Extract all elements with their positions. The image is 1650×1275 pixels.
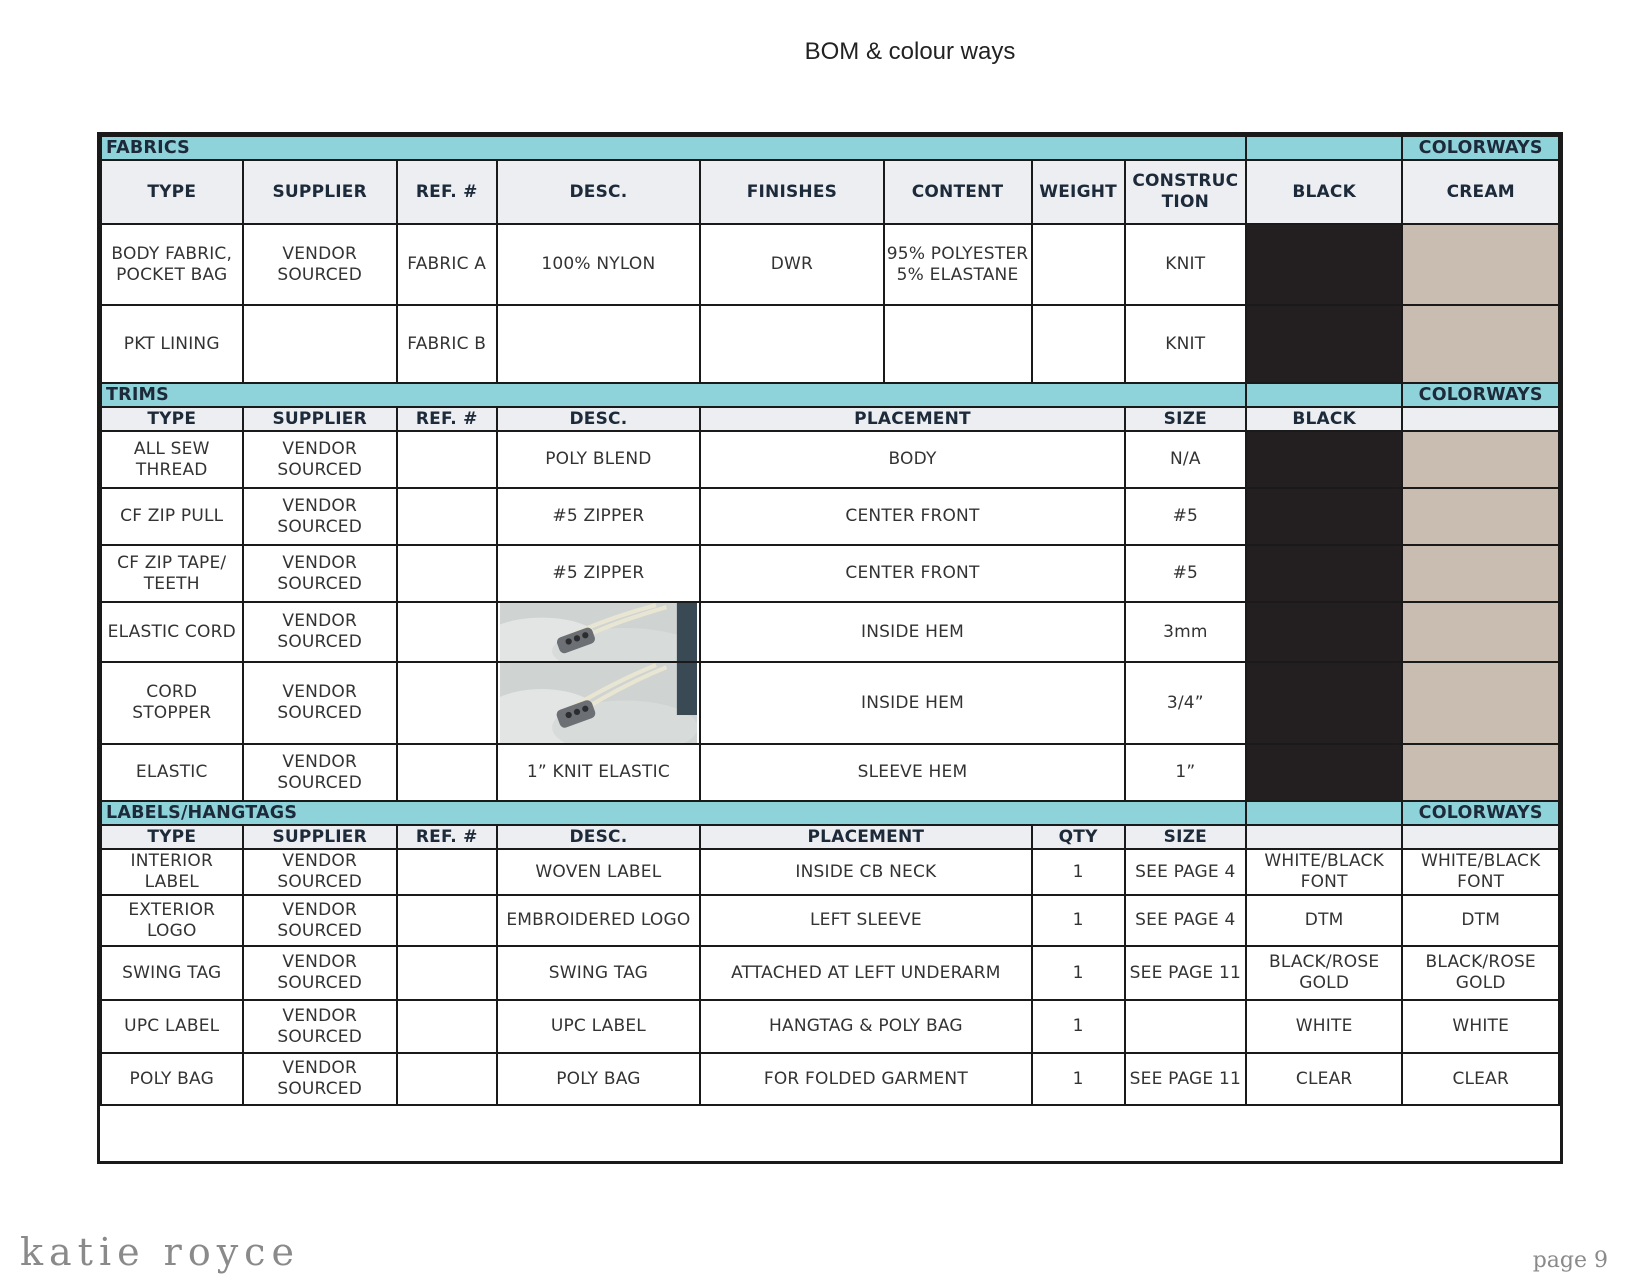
table-row (101, 1053, 1559, 1105)
cell-type: CF ZIP TAPE/ TEETH (101, 545, 243, 602)
cell-type: UPC LABEL (101, 1000, 243, 1053)
fabrics-header-cell: FINISHES (700, 160, 883, 224)
cell-cream: WHITE (1402, 1000, 1559, 1053)
cell-size: #5 (1125, 545, 1246, 602)
table-row (101, 849, 1559, 895)
cell-qty: 1 (1032, 849, 1125, 895)
trims-section-blank (1246, 383, 1403, 407)
cell-qty: 1 (1032, 946, 1125, 1000)
cell-size: SEE PAGE 4 (1125, 895, 1246, 946)
cell-cream: CLEAR (1402, 1053, 1559, 1105)
cell-type: ALL SEW THREAD (101, 431, 243, 488)
cell-desc: SWING TAG (497, 946, 701, 1000)
table-row (101, 895, 1559, 946)
cell-placement: INSIDE HEM (700, 602, 1125, 662)
trims-header-cell: SUPPLIER (243, 407, 397, 431)
cell-desc (497, 305, 701, 383)
black-swatch (1246, 224, 1403, 305)
fabrics-header-cell: BLACK (1246, 160, 1403, 224)
cell-size: SEE PAGE 11 (1125, 946, 1246, 1000)
cell-ref (397, 662, 497, 744)
cell-cream: DTM (1402, 895, 1559, 946)
bom-table-wrapper (97, 132, 1563, 1164)
trims-header-cell: TYPE (101, 407, 243, 431)
cell-placement: CENTER FRONT (700, 488, 1125, 545)
cream-swatch (1402, 431, 1559, 488)
cell-supplier: VENDOR SOURCED (243, 662, 397, 744)
cell-size: #5 (1125, 488, 1246, 545)
cell-ref: FABRIC B (397, 305, 497, 383)
fabrics-header-cell: CONTENT (884, 160, 1032, 224)
cell-finishes (700, 305, 883, 383)
cell-size: 3mm (1125, 602, 1246, 662)
cell-supplier: VENDOR SOURCED (243, 431, 397, 488)
labels-header-cell (1246, 825, 1403, 849)
black-swatch (1246, 545, 1403, 602)
cell-ref (397, 602, 497, 662)
cell-size: SEE PAGE 4 (1125, 849, 1246, 895)
trims-header-cell: SIZE (1125, 407, 1246, 431)
cell-black: DTM (1246, 895, 1403, 946)
cell-desc: EMBROIDERED LOGO (497, 895, 701, 946)
cell-placement: LEFT SLEEVE (700, 895, 1031, 946)
fabrics-section-label: FABRICS (101, 136, 1246, 160)
cell-ref (397, 849, 497, 895)
cell-supplier (243, 305, 397, 383)
cell-supplier: VENDOR SOURCED (243, 849, 397, 895)
cell-black: WHITE (1246, 1000, 1403, 1053)
cell-size (1125, 1000, 1246, 1053)
cell-ref (397, 1053, 497, 1105)
cell-desc: WOVEN LABEL (497, 849, 701, 895)
cord-stopper-photo (497, 602, 701, 662)
cell-supplier: VENDOR SOURCED (243, 946, 397, 1000)
cell-placement: INSIDE CB NECK (700, 849, 1031, 895)
cell-qty: 1 (1032, 1000, 1125, 1053)
trims-header-cell (1402, 407, 1559, 431)
fabrics-header-cell: WEIGHT (1032, 160, 1125, 224)
cell-type: BODY FABRIC, POCKET BAG (101, 224, 243, 305)
fabrics-header-cell: CREAM (1402, 160, 1559, 224)
cell-type: CF ZIP PULL (101, 488, 243, 545)
cell-ref (397, 744, 497, 801)
fabrics-section-blank (1246, 136, 1403, 160)
trims-header-cell: DESC. (497, 407, 701, 431)
table-row (101, 662, 1559, 744)
cell-ref (397, 545, 497, 602)
labels-header-cell: DESC. (497, 825, 701, 849)
cell-size: SEE PAGE 11 (1125, 1053, 1246, 1105)
cell-supplier: VENDOR SOURCED (243, 895, 397, 946)
labels-section-label: LABELS/HANGTAGS (101, 801, 1246, 825)
cord-stopper-image (500, 663, 698, 743)
labels-header-cell (1402, 825, 1559, 849)
cell-supplier: VENDOR SOURCED (243, 602, 397, 662)
cell-placement: BODY (700, 431, 1125, 488)
cell-placement: SLEEVE HEM (700, 744, 1125, 801)
table-row (101, 1000, 1559, 1053)
cell-construction: KNIT (1125, 224, 1246, 305)
cream-swatch (1402, 224, 1559, 305)
black-swatch (1246, 744, 1403, 801)
cream-swatch (1402, 662, 1559, 744)
cord-stopper-image (500, 603, 698, 661)
cell-black: BLACK/ROSE GOLD (1246, 946, 1403, 1000)
fabrics-header-cell: DESC. (497, 160, 701, 224)
cell-placement: INSIDE HEM (700, 662, 1125, 744)
fabrics-header-cell: SUPPLIER (243, 160, 397, 224)
cell-placement: ATTACHED AT LEFT UNDERARM (700, 946, 1031, 1000)
cell-weight (1032, 305, 1125, 383)
cream-swatch (1402, 488, 1559, 545)
table-row (101, 488, 1559, 545)
table-row (101, 602, 1559, 662)
cell-cream: WHITE/BLACK FONT (1402, 849, 1559, 895)
table-row (101, 224, 1559, 305)
fabrics-header-cell: REF. # (397, 160, 497, 224)
cell-desc: #5 ZIPPER (497, 488, 701, 545)
fabrics-header-row (101, 160, 1559, 224)
fabrics-header-cell: CONSTRUC TION (1125, 160, 1246, 224)
cell-ref (397, 1000, 497, 1053)
labels-section-row (101, 801, 1559, 825)
trims-header-cell: REF. # (397, 407, 497, 431)
cell-type: EXTERIOR LOGO (101, 895, 243, 946)
trims-section-label: TRIMS (101, 383, 1246, 407)
cord-stopper-photo (497, 662, 701, 744)
black-swatch (1246, 305, 1403, 383)
black-swatch (1246, 431, 1403, 488)
cell-supplier: VENDOR SOURCED (243, 224, 397, 305)
table-row (101, 946, 1559, 1000)
cream-swatch (1402, 602, 1559, 662)
cell-supplier: VENDOR SOURCED (243, 488, 397, 545)
trims-header-cell: BLACK (1246, 407, 1403, 431)
cell-ref (397, 431, 497, 488)
labels-header-cell: SUPPLIER (243, 825, 397, 849)
cell-type: ELASTIC (101, 744, 243, 801)
brand-logo: katie royce (20, 1230, 300, 1274)
cell-supplier: VENDOR SOURCED (243, 1053, 397, 1105)
fabrics-section-row (101, 136, 1559, 160)
page-number: page 9 (1532, 1248, 1608, 1273)
cell-qty: 1 (1032, 895, 1125, 946)
cell-desc: 1” KNIT ELASTIC (497, 744, 701, 801)
cell-supplier: VENDOR SOURCED (243, 1000, 397, 1053)
bom-table (100, 135, 1560, 1106)
cell-finishes: DWR (700, 224, 883, 305)
cell-ref: FABRIC A (397, 224, 497, 305)
cell-type: CORD STOPPER (101, 662, 243, 744)
labels-section-blank (1246, 801, 1403, 825)
cell-size: 3/4” (1125, 662, 1246, 744)
cell-qty: 1 (1032, 1053, 1125, 1105)
cell-desc: POLY BLEND (497, 431, 701, 488)
trims-header-cell: PLACEMENT (700, 407, 1125, 431)
cell-weight (1032, 224, 1125, 305)
cell-cream: BLACK/ROSE GOLD (1402, 946, 1559, 1000)
cream-swatch (1402, 305, 1559, 383)
cell-type: PKT LINING (101, 305, 243, 383)
labels-header-cell: REF. # (397, 825, 497, 849)
cell-placement: HANGTAG & POLY BAG (700, 1000, 1031, 1053)
labels-header-cell: QTY (1032, 825, 1125, 849)
cell-content (884, 305, 1032, 383)
cell-desc: UPC LABEL (497, 1000, 701, 1053)
cell-content: 95% POLYESTER 5% ELASTANE (884, 224, 1032, 305)
black-swatch (1246, 602, 1403, 662)
cell-ref (397, 895, 497, 946)
cell-type: POLY BAG (101, 1053, 243, 1105)
cell-ref (397, 488, 497, 545)
black-swatch (1246, 488, 1403, 545)
table-row (101, 744, 1559, 801)
labels-colorways-label: COLORWAYS (1402, 801, 1559, 825)
cell-type: SWING TAG (101, 946, 243, 1000)
table-row (101, 305, 1559, 383)
cell-type: INTERIOR LABEL (101, 849, 243, 895)
cell-placement: CENTER FRONT (700, 545, 1125, 602)
cell-type: ELASTIC CORD (101, 602, 243, 662)
cell-desc: POLY BAG (497, 1053, 701, 1105)
trims-colorways-label: COLORWAYS (1402, 383, 1559, 407)
cream-swatch (1402, 744, 1559, 801)
trims-section-row (101, 383, 1559, 407)
table-row (101, 545, 1559, 602)
cell-size: N/A (1125, 431, 1246, 488)
cell-supplier: VENDOR SOURCED (243, 545, 397, 602)
cell-desc: #5 ZIPPER (497, 545, 701, 602)
table-row (101, 431, 1559, 488)
fabrics-colorways-label: COLORWAYS (1402, 136, 1559, 160)
trims-header-row (101, 407, 1559, 431)
cell-construction: KNIT (1125, 305, 1246, 383)
labels-header-cell: SIZE (1125, 825, 1246, 849)
cell-ref (397, 946, 497, 1000)
cell-supplier: VENDOR SOURCED (243, 744, 397, 801)
cell-size: 1” (1125, 744, 1246, 801)
black-swatch (1246, 662, 1403, 744)
cell-desc: 100% NYLON (497, 224, 701, 305)
cream-swatch (1402, 545, 1559, 602)
page-title: BOM & colour ways (804, 38, 1016, 65)
labels-header-cell: TYPE (101, 825, 243, 849)
cell-black: WHITE/BLACK FONT (1246, 849, 1403, 895)
labels-header-row (101, 825, 1559, 849)
labels-header-cell: PLACEMENT (700, 825, 1031, 849)
cell-placement: FOR FOLDED GARMENT (700, 1053, 1031, 1105)
fabrics-header-cell: TYPE (101, 160, 243, 224)
cell-black: CLEAR (1246, 1053, 1403, 1105)
